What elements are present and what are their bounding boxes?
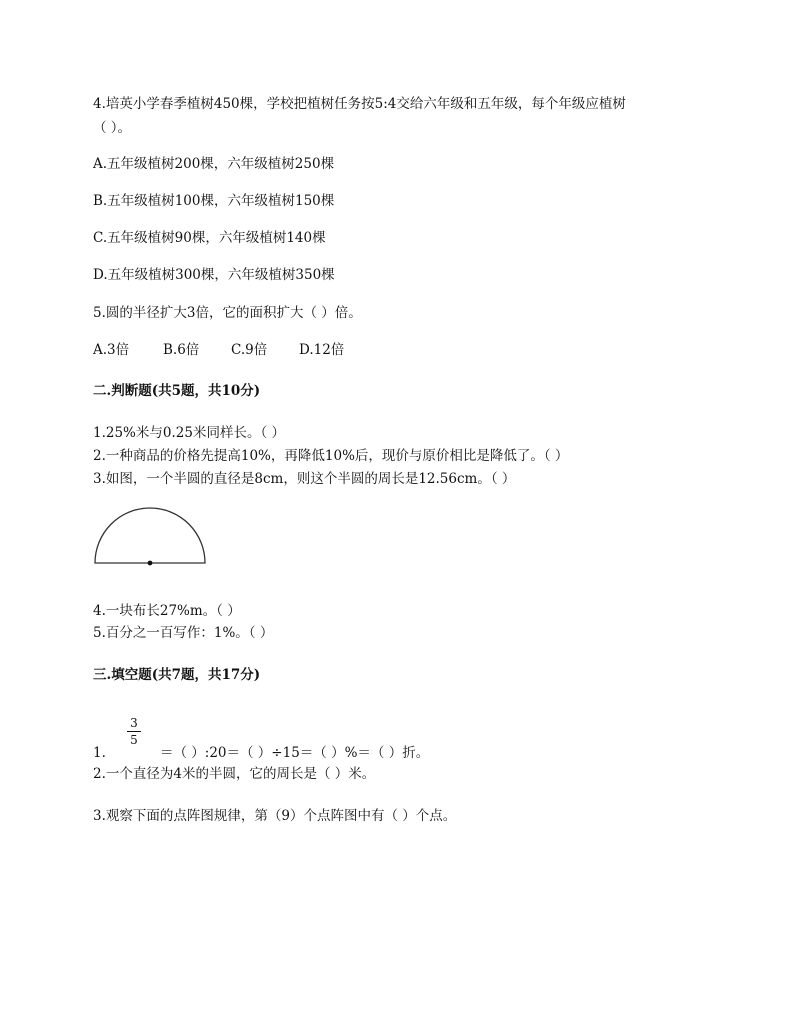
- center-point: [148, 561, 153, 566]
- fraction-bar: [127, 731, 141, 732]
- fraction-three-fifths: [127, 716, 141, 747]
- fill-item-3: 3.观察下面的点阵图规律，第（9）个点阵图中有（ ）个点。: [93, 808, 457, 824]
- judge-item-5: 5.百分之一百写作：1%。（ ）: [93, 625, 274, 641]
- q4-option-d: D.五年级植树300棵，六年级植树350棵: [93, 267, 335, 283]
- section2-heading: 二.判断题(共5题，共10分): [93, 383, 261, 399]
- section3-heading: 三.填空题(共7题，共17分): [93, 667, 261, 683]
- q5-stem: 5.圆的半径扩大3倍，它的面积扩大（ ）倍。: [93, 305, 362, 321]
- fill-item-2: 2.一个直径为4米的半圆，它的周长是（ ）米。: [93, 766, 376, 782]
- fraction-denominator: 5: [130, 733, 138, 747]
- q5-option-d: D.12倍: [299, 342, 345, 358]
- q4-stem-line2: （ ）。: [93, 120, 132, 136]
- q4-option-a: A.五年级植树200棵，六年级植树250棵: [93, 156, 335, 172]
- judge-item-3: 3.如图，一个半圆的直径是8cm，则这个半圆的周长是12.56cm。（ ）: [93, 471, 516, 487]
- q4-option-c: C.五年级植树90棵，六年级植树140棵: [93, 230, 326, 246]
- q5-option-c: C.9倍: [231, 342, 268, 358]
- q4-option-b: B.五年级植树100棵，六年级植树150棵: [93, 193, 335, 209]
- fill-item-1-equation: ＝（ ）:20＝（ ）÷15＝（ ）%＝（ ）折。: [160, 745, 430, 761]
- judge-item-1: 1.25%米与0.25米同样长。（ ）: [93, 425, 285, 441]
- q5-option-a: A.3倍: [93, 342, 130, 358]
- semicircle-figure: [93, 504, 209, 568]
- judge-item-2: 2.一种商品的价格先提高10%，再降低10%后，现价与原价相比是降低了。（ ）: [93, 448, 569, 464]
- judge-item-4: 4.一块布长27%m。（ ）: [93, 603, 241, 619]
- fill-item-1-number: 1.: [93, 745, 106, 761]
- fraction-numerator: 3: [130, 716, 138, 730]
- q5-option-b: B.6倍: [163, 342, 200, 358]
- q4-stem-line1: 4.培英小学春季植树450棵，学校把植树任务按5:4交给六年级和五年级，每个年级应植树: [93, 96, 626, 112]
